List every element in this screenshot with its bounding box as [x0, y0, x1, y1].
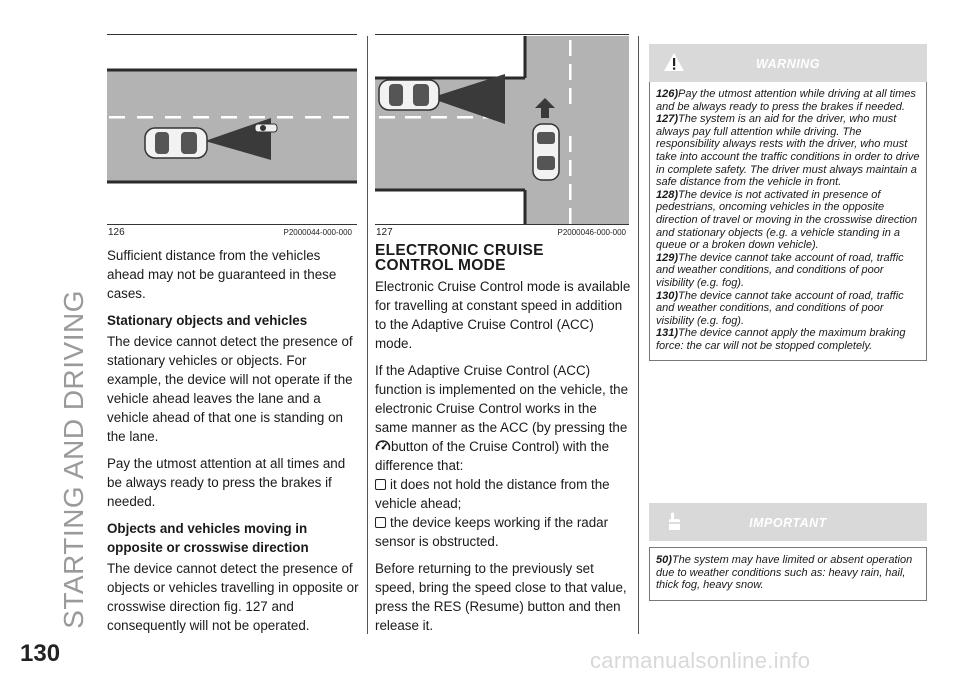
watermark: carmanualsonline.info [590, 648, 811, 673]
warning-header [649, 44, 927, 82]
warning-body [649, 82, 927, 361]
intro-paragraph: Sufficient distance from the vehicles ahead may not be guaranteed in these cases. [107, 248, 337, 301]
road-diagram-126 [107, 36, 357, 224]
column-divider [367, 36, 368, 634]
paragraph: Pay the utmost attention at all times and be always ready to press the brakes if needed. [107, 456, 346, 509]
paragraph: Before returning to the previously set speed, bring the speed close to that value, press the RES (Resume) button and then release it. [375, 561, 627, 633]
warning-item: 129)The device cannot take account of road, traffic and weather conditions, and conditions of poor visibility (e.g. fog). [656, 251, 904, 289]
important-header [649, 503, 927, 541]
figure-number: 127 [376, 227, 393, 238]
checkbox-bullet-icon [375, 479, 386, 490]
warning-box [649, 44, 927, 361]
warning-item: 130)The device cannot take account of road, traffic and weather conditions, and conditions of poor visibility (e.g. fog). [656, 289, 904, 327]
column-2 [375, 243, 631, 643]
warning-item: 126)Pay the utmost attention while driving at all times and be always ready to press the brakes if needed. [656, 88, 916, 113]
paragraph: If the Adaptive Cruise Control (ACC) function is implemented on the vehicle, the electronic Cruise Control works in the same manner as the ACC (by pressing the button of the Cruise Control) with the difference that: [375, 363, 629, 473]
column-1 [107, 246, 361, 643]
paragraph: Electronic Cruise Control mode is available for travelling at constant speed in addition to the Adaptive Cruise Control (ACC) mode. [375, 279, 631, 351]
intersection-diagram-127 [375, 36, 629, 224]
warning-title: WARNING [756, 57, 820, 71]
page-number: 130 [20, 640, 61, 667]
section-heading: ELECTRONIC CRUISE CONTROL MODE [375, 242, 544, 274]
figure-caption-126 [108, 227, 358, 238]
important-item: 50)The system may have limited or absent operation due to weather conditions such as: heavy rain, hail, thick fog, heavy snow. [656, 554, 913, 592]
figure-bottom-rule [107, 224, 357, 225]
important-box [649, 503, 927, 601]
important-title: IMPORTANT [749, 516, 827, 530]
section-title: STARTING AND DRIVING [58, 290, 89, 629]
paragraph: The device cannot detect the presence of objects or vehicles travelling in opposite or crosswise direction fig. 127 and consequently will not be operated. [107, 561, 359, 633]
warning-item: 128)The device is not activated in presence of pedestrians, oncoming vehicles in the opposite direction of travel or moving in the crosswise direction and stationary objects (e.g. a vehicle standing in a queue or a broken down vehicle). [656, 188, 918, 252]
warning-item: 131)The device cannot apply the maximum braking force: the car will not be stopped completely. [656, 327, 906, 352]
important-body [649, 547, 927, 601]
figure-bottom-rule [375, 224, 629, 225]
figure-caption-127 [376, 227, 630, 238]
figure-127 [375, 36, 629, 224]
figure-top-rule [107, 34, 357, 35]
bullet-item: the device keeps working if the radar sensor is obstructed. [375, 515, 609, 549]
figure-code: P2000044-000-000 [283, 228, 352, 237]
paragraph: The device cannot detect the presence of stationary vehicles or objects. For example, the device will not operate if the vehicle ahead leaves the lane and a vehicle ahead of that one is standing on the lane. [107, 334, 353, 444]
figure-number: 126 [108, 227, 125, 238]
subheading-stationary: Stationary objects and vehicles [107, 313, 308, 328]
figure-code: P2000046-000-000 [557, 228, 626, 237]
figure-126 [107, 36, 357, 224]
subheading-opposite: Objects and vehicles moving in opposite or crosswise direction [107, 521, 309, 555]
bullet-item: it does not hold the distance from the vehicle ahead; [375, 477, 610, 511]
figure-top-rule [375, 34, 629, 35]
column-divider [638, 36, 639, 634]
checkbox-bullet-icon [375, 517, 386, 528]
warning-item: 127)The system is an aid for the driver, who must always pay full attention while driving. The responsibility always rests with the driver, who must take into account the traffic conditions in order to drive in complete safety. The driver must always maintain a safe distance from the vehicle in front. [656, 113, 920, 189]
cruise-control-icon [375, 439, 391, 453]
